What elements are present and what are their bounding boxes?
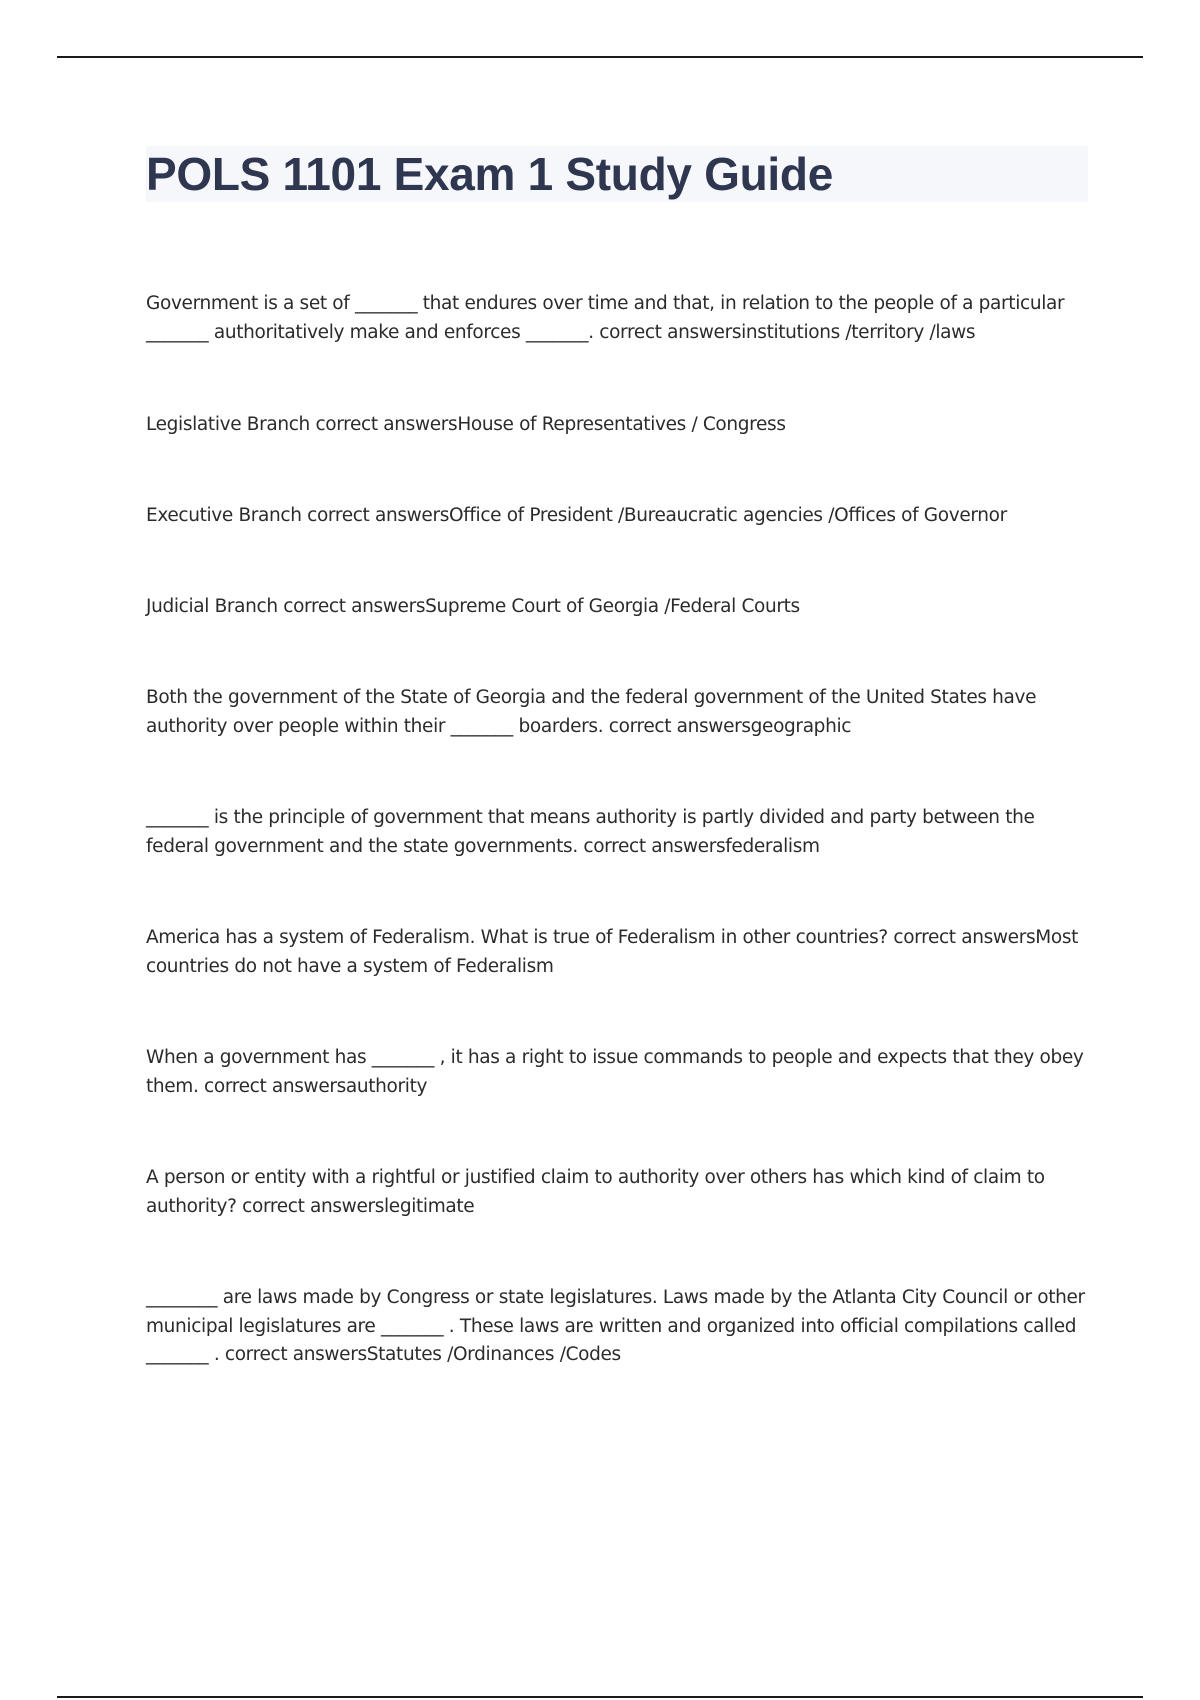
qa-entry-10 xyxy=(146,1284,1096,1370)
qa-entry-7 xyxy=(146,924,1096,981)
top-rule xyxy=(57,56,1143,58)
qa-entry-text: When a government has _______ , it has a right to issue commands to people and expects that they obey them. correct answersauthority xyxy=(146,1047,1090,1097)
qa-entry-3 xyxy=(146,502,1096,531)
qa-entry-6 xyxy=(146,804,1096,861)
bottom-rule xyxy=(57,1696,1143,1698)
qa-entry-2 xyxy=(146,411,1096,440)
qa-entry-9 xyxy=(146,1164,1096,1221)
qa-entry-text: Both the government of the State of Georgia and the federal government of the United States have authority over people within their _______ boarders. correct answersgeographic xyxy=(146,687,1042,737)
page-title: POLS 1101 Exam 1 Study Guide xyxy=(146,148,833,200)
qa-entry-text: Legislative Branch correct answersHouse of Representatives / Congress xyxy=(146,414,786,435)
qa-entry-text: A person or entity with a rightful or justified claim to authority over others has which kind of claim to authority? correct answerslegitimate xyxy=(146,1167,1051,1217)
qa-entry-text: _______ is the principle of government that means authority is partly divided and party between the federal government and the state governments. correct answersfederalism xyxy=(146,807,1041,857)
qa-entry-1 xyxy=(146,290,1096,347)
qa-entry-8 xyxy=(146,1044,1096,1101)
qa-entry-text: Executive Branch correct answersOffice of President /Bureaucratic agencies /Offices of Governor xyxy=(146,505,1007,526)
qa-entry-text: ________ are laws made by Congress or state legislatures. Laws made by the Atlanta City Council or other municipal legislatures are _______ . These laws are written and organized into official compilations called _______ . correct answersStatutes /Ordinances /Codes xyxy=(146,1287,1091,1365)
qa-entry-text: Judicial Branch correct answersSupreme Court of Georgia /Federal Courts xyxy=(146,596,800,617)
qa-entry-4 xyxy=(146,593,1096,622)
qa-entry-5 xyxy=(146,684,1096,741)
qa-entry-text: America has a system of Federalism. What is true of Federalism in other countries? correct answersMost countries do not have a system of Federalism xyxy=(146,927,1084,977)
qa-entry-text: Government is a set of _______ that endures over time and that, in relation to the people of a particular _______ authoritatively make and enforces _______. correct answersinstitutions /territory /laws xyxy=(146,293,1070,343)
